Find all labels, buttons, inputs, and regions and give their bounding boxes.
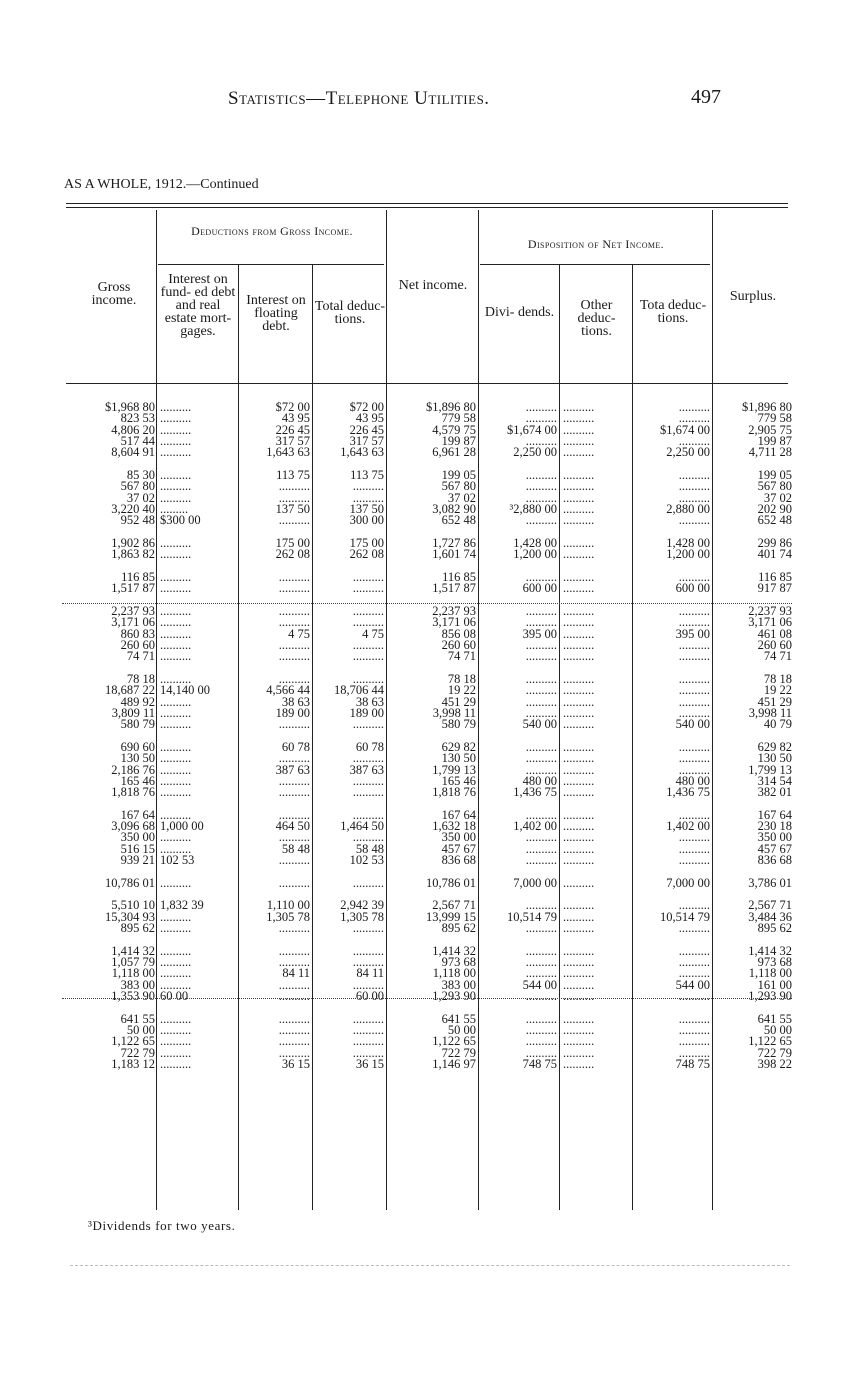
col-divider <box>386 210 387 1210</box>
col-header-dividends: Divi- dends. <box>484 305 555 320</box>
page-number: 497 <box>691 86 721 108</box>
top-rule <box>66 203 788 204</box>
col-header-total-deductions-2: Tota deduc- tions. <box>639 298 707 326</box>
dotted-separator <box>62 998 792 999</box>
col-divider <box>478 210 479 1210</box>
running-head: Statistics—Telephone Utilities. <box>228 88 490 109</box>
col-divider <box>559 265 560 1210</box>
column-interest-funded: .......... .......... .......... .......... .......... .......... .......... .......... ......... $300 00 .......... .......... .......... .......... .......... .......... .......... .......... .......... .......... 14,140 00 .......... .......... .......... .......... .......... .......... .......... .......... .......... 1,000 00 .......... .......... 102 53 .......... 1,832 39 .......... .......... .......... .......... .......... .......... 60 00 .......... .......... .......... .......... .......... <box>160 402 210 1071</box>
col-header-interest-floating: Interest on floating debt. <box>246 293 306 334</box>
top-rule-2 <box>66 207 788 208</box>
col-divider <box>632 265 633 1210</box>
column-net-income: $1,896 80 779 58 4,579 75 199 87 6,961 28 199 05 567 80 37 02 3,082 90 652 48 1,727 86 1,601 74 116 85 1,517 87 2,237 93 3,171 06 856 08 260 60 74 71 78 18 19 22 451 29 3,998 11 580 79 629 82 130 50 1,799 13 165 46 1,818 76 167 64 1,632 18 350 00 457 67 836 68 10,786 01 2,567 71 13,999 15 895 62 1,414 32 973 68 1,118 00 383 00 1,293 90 641 55 50 00 1,122 65 722 79 1,146 97 <box>426 400 476 1072</box>
group-header-disposition: Disposition of Net Income. <box>527 237 665 251</box>
col-divider <box>712 210 713 1210</box>
col-divider <box>312 265 313 1210</box>
column-total-deductions-2: .......... .......... $1,674 00 .......... 2,250 00 .......... .......... .......... 2,880 00 .......... 1,428 00 1,200 00 .......... 600 00 .......... .......... 395 00 .......... .......... .......... .......... .......... .......... 540 00 .......... .......... .......... 480 00 1,436 75 .......... 1,402 00 .......... .......... .......... 7,000 00 .......... 10,514 79 .......... .......... .......... .......... 544 00 .......... .......... .......... .......... .......... 748 75 <box>660 400 710 1072</box>
column-dividends: .......... .......... $1,674 00 .......... 2,250 00 .......... .......... .......... ³2,880 00 .......... 1,428 00 1,200 00 .......... 600 00 .......... .......... 395 00 .......... .......... .......... .......... .......... .......... 540 00 .......... .......... .......... 480 00 1,436 75 .......... 1,402 00 .......... .......... .......... 7,000 00 .......... 10,514 79 .......... .......... .......... .......... 544 00 .......... .......... .......... .......... .......... 748 75 <box>507 400 557 1072</box>
header-bottom-rule <box>66 383 788 384</box>
col-header-gross-income: Gross income. <box>91 280 137 308</box>
group-header-deductions: Deductions from Gross Income. <box>191 224 353 238</box>
dotted-separator <box>62 603 792 604</box>
col-header-other-deductions: Other deduc- tions. <box>577 298 616 339</box>
column-other-deductions: .......... .......... .......... .......... .......... .......... .......... .......... .......... .......... .......... .......... .......... .......... .......... .......... .......... .......... .......... .......... .......... .......... .......... .......... .......... .......... .......... .......... .......... .......... .......... .......... .......... .......... .......... .......... .......... .......... .......... .......... .......... .......... .......... .......... .......... .......... .......... .......... <box>563 402 595 1071</box>
col-divider <box>238 265 239 1210</box>
footnote: ³Dividends for two years. <box>88 1218 236 1233</box>
col-header-total-deductions: Total deduc- tions. <box>314 299 386 327</box>
col-header-interest-funded: Interest on fund- ed debt and real estate mort- gages. <box>160 272 236 339</box>
scan-artifact-line <box>70 1265 790 1266</box>
column-gross-income: $1,968 80 823 53 4,806 20 517 44 8,604 91 85 30 567 80 37 02 3,220 40 952 48 1,902 86 1,863 82 116 85 1,517 87 2,237 93 3,171 06 860 83 260 60 74 71 78 18 18,687 22 489 92 3,809 11 580 79 690 60 130 50 2,186 76 165 46 1,818 76 167 64 3,096 68 350 00 516 15 939 21 10,786 01 5,510 10 15,304 93 895 62 1,414 32 1,057 79 1,118 00 383 00 1,353 90 641 55 50 00 1,122 65 722 79 1,183 12 <box>105 400 155 1072</box>
column-interest-floating: $72 00 43 95 226 45 317 57 1,643 63 113 75 .......... .......... 137 50 .......... 175 00 262 08 .......... .......... .......... .......... 4 75 .......... .......... .......... 4,566 44 38 63 189 00 .......... 60 78 .......... 387 63 .......... .......... .......... 464 50 .......... 58 48 .......... .......... 1,110 00 1,305 78 .......... .......... .......... 84 11 .......... .......... .......... .......... .......... .......... 36 15 <box>266 400 310 1072</box>
column-total-deductions: $72 00 43 95 226 45 317 57 1,643 63 113 75 .......... .......... 137 50 300 00 175 00 262 08 .......... .......... .......... .......... 4 75 .......... .......... .......... 18,706 44 38 63 189 00 .......... 60 78 .......... 387 63 .......... .......... .......... 1,464 50 .......... 58 48 102 53 .......... 2,942 39 1,305 78 .......... .......... .......... 84 11 .......... 60 00 .......... .......... .......... .......... 36 15 <box>334 400 384 1072</box>
column-surplus: $1,896 80 779 58 2,905 75 199 87 4,711 28 199 05 567 80 37 02 202 90 652 48 299 86 401 74 116 85 917 87 2,237 93 3,171 06 461 08 260 60 74 71 78 18 19 22 451 29 3,998 11 40 79 629 82 130 50 1,799 13 314 54 382 01 167 64 230 18 350 00 457 67 836 68 3,786 01 2,567 71 3,484 36 895 62 1,414 32 973 68 1,118 00 161 00 1,293 90 641 55 50 00 1,122 65 722 79 398 22 <box>742 400 792 1072</box>
col-divider <box>156 210 157 1210</box>
group-rule-disposition <box>480 264 710 265</box>
continued-heading: AS A WHOLE, 1912.—Continued <box>64 177 259 192</box>
col-header-net-income: Net income. <box>398 278 468 293</box>
col-header-surplus: Surplus. <box>729 289 777 304</box>
group-rule-deductions <box>158 264 384 265</box>
